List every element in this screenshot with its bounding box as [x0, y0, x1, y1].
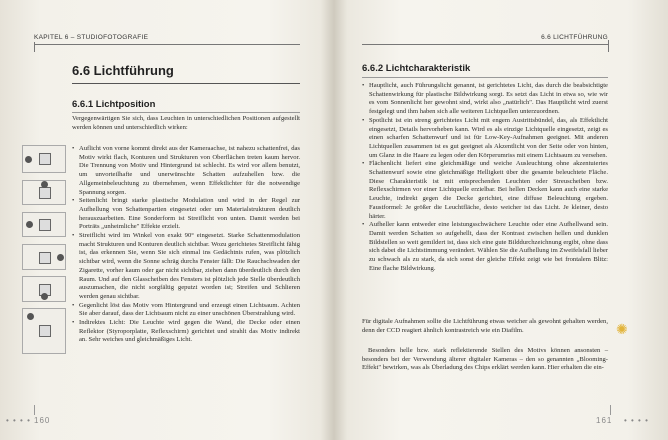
left-header-line: [34, 44, 300, 45]
subsection-title: 6.6.1 Lichtposition: [72, 99, 156, 110]
subsection-title-right: 6.6.2 Lichtcharakteristik: [362, 63, 471, 74]
list-item: • Auflicht von vorne kommt direkt aus der Kameraachse, ist nahezu schattenfrei, das Motiv wirkt flach, Konturen und Strukturen von Oberflächen treten kaum hervor. Die Trennung von Motiv und Hintergrund ist schlecht. Es wird vor allem benutzt, um unvorteilhafte und unerwünschte Schatten aufzuhellen bzw. die Allgemeinbeleuchtung zu übernehmen, wenn Effektlichter für die notwendige Spannung sorgen.: [72, 145, 300, 196]
right-header-line: [362, 44, 608, 45]
diagram-grazinglight: [22, 212, 66, 237]
intro-paragraph: Vergegenwärtigen Sie sich, dass Leuchten in unterschiedlichen Positionen aufgestellt werden können und unterschiedlich wirken:: [72, 115, 300, 131]
list-item: • Spotlicht ist ein streng gerichtetes Licht mit engem Austrittsbündel, das, als Effektlicht eingesetzt, Details hervorheben kann. Wird es als einzige Lichtquelle eingesetzt, zeigt es einen scharfen Schattenwurf und ist für Low-Key-Aufnahmen geeignet. Mit anderen Lichtquellen zusammen ist es gut geeignet als Akzentlicht von der Seite oder von hinten, um Glanz in die Haare zu legen oder den Körperumriss mit einem Lichtsaum zu versehen.: [362, 116, 608, 159]
lightbulb-icon: ✺: [616, 322, 628, 338]
list-item: • Streiflicht wird im Winkel von exakt 90° eingesetzt. Starke Schattenmodulation macht Strukturen und Konturen deutlich sichtbar. Wozu gerichtetes Streiflicht fähig ist, das erkennen Sie, wenn Sie sich einmal ins Gedächtnis rufen, was plötzlich sichtbar wird, wenn die Sonne schräg durchs Fenster fällt: Die Rauchschwaden der Zigarette, vorher kaum oder gar nicht sichtbar, ziehen dann überdeutlich durch den Raum. Und auf den Glasscheiben des Fensters ist plötzlich jede Stelle überdeutlich auszumachen, die nicht sorgfältig geputzt worden ist; Streifen und Schlieren werden genau sichtbar.: [72, 232, 300, 300]
left-footer-tick: [34, 405, 35, 415]
right-page-number: 161: [596, 416, 613, 425]
diagram-indirectlight: [22, 276, 66, 302]
left-running-header: KAPITEL 6 – STUDIOFOTOGRAFIE: [34, 34, 149, 41]
diagram-indirectlight-2: [22, 308, 66, 354]
right-page: [334, 0, 668, 440]
body-paragraph-2: Besonders helle bzw. stark reflektierende Stellen des Motivs können ansonsten – besonders bei der Verwendung älterer digitaler Kameras – den so genannten „Blooming-Effekt" bewirken, was als Überladung des Chips erklärt werden kann. Hier erhalten die ein-: [362, 347, 608, 372]
body-paragraph-1: Für digitale Aufnahmen sollte die Lichtführung etwas weicher als gewohnt gehalten werden, denn der CCD reagiert ähnlich kontrastreich wie ein Diafilm.: [362, 318, 608, 334]
right-header-tick: [608, 40, 609, 52]
left-bullet-list: [72, 145, 300, 345]
subsection-title-rule-right: [362, 77, 608, 78]
list-item: • Seitenlicht bringt starke plastische Modulation und wird in der Regel zur Aufhellung von Schattenpartien eingesetzt oder um Materialstrukturen deutlich herauszuarbeiten. Eine Sonderform ist Streiflicht von unten. Damit werden bei Porträts „unheimliche" Effekte erzielt.: [72, 197, 300, 231]
right-footer-tick: [610, 405, 611, 415]
diagram-frontlight: [22, 145, 66, 173]
section-title: 6.6 Lichtführung: [72, 63, 174, 78]
section-title-rule: [72, 83, 300, 84]
list-item: • Hauptlicht, auch Führungslicht genannt, ist gerichtetes Licht, das durch die beabsichtigte Schattenwirkung für plastische Bildwirkung sorgt. Es setzt das Licht in etwa so, wie wir es vom Sonnenlicht her gewohnt sind, wirkt also „natürlich". Das Hauptlicht wird zuerst festgelegt und ihm haben sich alle weiteren Lichtquellen unterzuordnen.: [362, 82, 608, 116]
left-page-dots: • • • •: [6, 416, 31, 425]
right-page-dots: • • • •: [624, 416, 649, 425]
list-item: • Gegenlicht löst das Motiv vom Hintergrund und erzeugt einen Lichtsaum. Achten Sie aber darauf, dass der Lichtsaum nicht zu einer unschönen Überstrahlung wird.: [72, 301, 300, 318]
list-item: • Aufheller kann entweder eine leistungsschwächere Leuchte oder eine Aufhellwand sein. Damit werden Schatten so aufgehellt, dass der Kontrast zwischen hellen und dunklen Bildstellen so weit gemildert ist, dass sich eine gute Bilddurchzeichnung ergibt, ohne dass sich dabei die Lichtstimmung verändert. Wählen Sie die Aufhellung im Zweifelsfall lieber zu schwach als zu stark, da sich sonst der gleiche Effekt zeigt wie bei frontalem Blitz: Eine flache Bildwirkung.: [362, 221, 608, 272]
diagram-backlight: [22, 244, 66, 270]
subsection-title-rule: [72, 112, 300, 113]
diagram-sidelight: [22, 180, 66, 205]
list-item: • Flächenlicht liefert eine gleichmäßige und weiche Ausleuchtung ohne akzentuiertes Schattenwurf sowie eine gleichmäßige Helligkeit über die gesamte beleuchtete Fläche. Diese Charakteristik ist mit entsprechenden Leuchten oder Streuscheiben bzw. Reflexschirmen vor einer Lichtquelle erzielbar. Bei hellen Decken kann auch eine starke Leuchte, indirekt gegen die Decke gerichtet, eine diffuse Beleuchtung ergeben. Faustformel: Je größer die Leuchtfläche, desto weicher ist das Licht. Je kleiner, desto härter.: [362, 160, 608, 220]
left-page-number: 160: [34, 416, 51, 425]
right-bullet-list: [362, 82, 608, 273]
list-item: • Indirektes Licht: Die Leuchte wird gegen die Wand, die Decke oder einen Reflektor (Styroporplatte, Reflexschirm) gerichtet und strahlt das Motiv indirekt an. Sehr weiches und gleichmäßiges Licht.: [72, 319, 300, 344]
right-running-header: 6.6 LICHTFÜHRUNG: [541, 34, 608, 41]
